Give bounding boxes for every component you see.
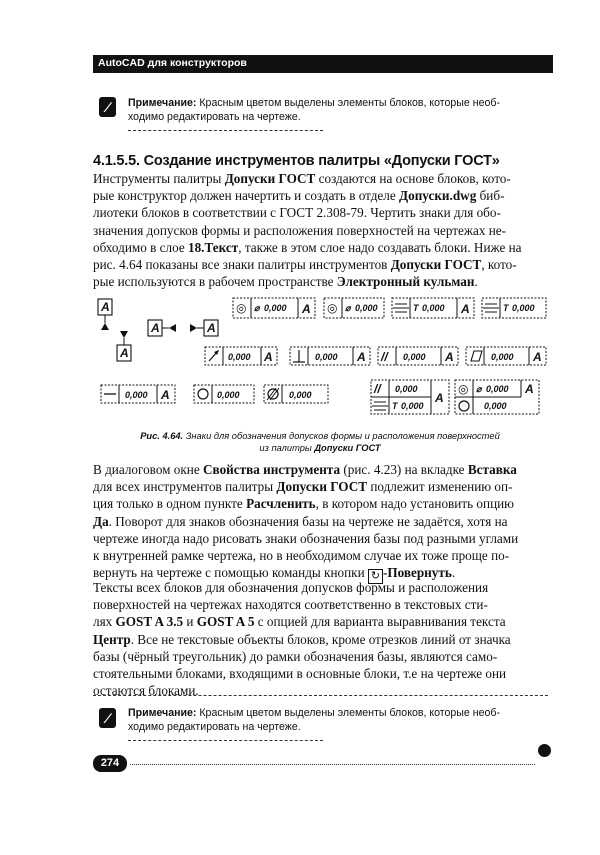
section-title: 4.1.5.5. Создание инструментов палитры «Допуски ГОСТ» (93, 153, 500, 169)
tolerance-frame-symmetry-t-datum (392, 298, 474, 318)
note-top-line1: Красным цветом выделены элементы блоков, которые необ- (196, 97, 500, 109)
p2-line: для всех инструментов палитры Допуски ГОСТ подлежит изменению оп- (93, 479, 513, 495)
caption-line2: из палитры (259, 443, 315, 453)
datum-letter: A (525, 382, 534, 396)
note-pen-icon: ∕ (99, 708, 116, 728)
datum-letter: A (302, 302, 311, 316)
tolerance-frame-coaxiality-roundness-stack-datum (455, 380, 539, 414)
p2-line: Да. Поворот для знаков обозначения базы на чертеже не задаётся, хотя на (93, 513, 508, 529)
p2-line: чертеже иногда надо рисовать знаки обозначения базы под разными углами (93, 530, 519, 546)
parallel-icon: // (381, 350, 388, 364)
tolerance-value: 0,000 (228, 352, 251, 362)
tolerance-value: 0,000 (355, 303, 378, 313)
rotate-button-icon: ↻ (368, 569, 383, 584)
note-top-divider (128, 130, 323, 131)
tolerance-value: 0,000 (403, 352, 426, 362)
datum-base-right (148, 320, 176, 336)
tolerance-frame-flatness-datum (466, 347, 546, 365)
p3-line: стоятельными блоками, входящими в основные блоки, т.е на чертеже они (93, 666, 507, 682)
datum-letter: A (533, 350, 542, 364)
p2-line: ция только в одном пункте Расчленить, в котором надо установить опцию (93, 496, 515, 512)
t-prefix: T (503, 303, 509, 313)
tolerance-value: 0,000 (512, 303, 535, 313)
t-prefix: T (413, 303, 419, 313)
datum-letter: A (207, 321, 216, 335)
note-bottom (128, 706, 548, 734)
datum-letter: A (435, 391, 444, 405)
datum-triangle-icon (120, 331, 128, 338)
diameter-icon: ⌀ (476, 384, 482, 394)
note-top-label: Примечание: (128, 97, 197, 109)
datum-triangle-icon (101, 323, 109, 330)
footer-dotted-rule (130, 764, 535, 765)
coaxiality-icon: ◎ (327, 301, 338, 315)
tolerance-value: 0,000 (125, 390, 148, 400)
tolerance-frame-runout-datum (205, 347, 277, 365)
p3-line: лях GOST A 3.5 и GOST A 5 с опцией для варианта выравнивания текста (93, 614, 506, 630)
tolerance-frame-symmetry-t (482, 298, 546, 318)
datum-letter: A (264, 350, 273, 364)
p2-line: вернуть на чертеже с помощью команды кнопки ↻ -Повернуть. (93, 565, 456, 583)
datum-letter: A (357, 350, 366, 364)
caption-text: Знаки для обозначения допусков формы и расположения поверхностей (183, 431, 500, 441)
tolerance-value: 0,000 (264, 303, 287, 313)
note-bottom-line2: ходимо редактировать на чертеже. (128, 721, 301, 733)
tolerance-frame-parallel-t-stack-datum (371, 380, 449, 414)
p1-line: лиотеки блоков в соответствии с ГОСТ 2.308-79. Чертить знаки для обо- (93, 205, 501, 221)
diameter-icon: ⌀ (254, 303, 260, 313)
datum-base-down (117, 331, 131, 361)
note-bottom-label: Примечание: (128, 707, 197, 719)
tolerance-value: 0,000 (484, 401, 507, 411)
running-header-title: AutoCAD для конструкторов (98, 57, 247, 69)
note-bottom-line1: Красным цветом выделены элементы блоков, которые необ- (196, 707, 500, 719)
tolerance-value: 0,000 (315, 352, 338, 362)
tolerance-value: 0,000 (491, 352, 514, 362)
paragraph-2 (93, 461, 546, 584)
datum-letter: A (161, 388, 170, 402)
p1-line: обходимо в слое 18.Текст, также в этом слое надо создавать блоки. Ниже на (93, 239, 522, 255)
tolerance-value: 0,000 (289, 390, 312, 400)
p3-line: поверхностей на чертежах находятся соответственно в текстовых сти- (93, 597, 488, 613)
tolerance-frame-roundness (194, 385, 254, 403)
tolerance-frame-coaxiality (324, 298, 384, 318)
datum-letter: A (101, 300, 110, 314)
datum-letter: A (151, 321, 160, 335)
tolerance-frame-coaxiality-datum (233, 298, 315, 318)
p1-line: рые конструктор должен начертить и создать в отделе Допуски.dwg биб- (93, 188, 505, 204)
tolerance-frame-parallel-datum (378, 347, 458, 365)
tolerance-symbols-figure (93, 292, 553, 422)
p3-line: базы (чёрный треугольник) до рамки обозначения базы, являются само- (93, 648, 498, 664)
coaxiality-icon: ◎ (458, 382, 469, 396)
p1-line: рис. 4.64 показаны все знаки палитры инструментов Допуски ГОСТ, кото- (93, 257, 517, 273)
p3-line: остаются блоками. (93, 683, 199, 699)
datum-letter: A (120, 346, 129, 360)
paragraph-1 (93, 170, 546, 290)
p1-line: Инструменты палитры Допуски ГОСТ создаются на основе блоков, кото- (93, 171, 511, 186)
note-top-line2: ходимо редактировать на чертеже. (128, 111, 301, 123)
p2-line: В диалоговом окне Свойства инструмента (рис. 4.23) на вкладке Вставка (93, 462, 517, 477)
footer-dot (538, 744, 551, 757)
datum-base-vertical (98, 299, 112, 330)
datum-base-left (190, 320, 218, 336)
note-top (128, 96, 548, 124)
caption-line2-bold: Допуски ГОСТ (314, 443, 381, 453)
page-number: 274 (93, 755, 127, 772)
caption-prefix: Рис. 4.64. (140, 431, 184, 441)
parallel-icon: // (374, 382, 381, 396)
note-bottom-divider (128, 740, 323, 741)
t-prefix: T (392, 401, 398, 411)
tolerance-value: 0,000 (422, 303, 445, 313)
note-bottom-top-divider (93, 695, 548, 696)
coaxiality-icon: ◎ (236, 301, 247, 315)
tolerance-frame-perpendicular-datum (290, 347, 370, 365)
figure-caption (110, 430, 530, 454)
datum-triangle-icon (190, 324, 197, 332)
paragraph-3 (93, 579, 546, 699)
p1-line: рые используются в рабочем пространстве Электронный кульман. (93, 274, 478, 290)
tolerance-value: 0,000 (217, 390, 240, 400)
note-pen-icon: ∕ (99, 97, 116, 117)
p3-line: Центр. Все не текстовые объекты блоков, кроме отрезков линий от значка (93, 631, 511, 647)
p3-line: Тексты всех блоков для обозначения допусков формы и расположения (93, 580, 489, 595)
datum-letter: A (445, 350, 454, 364)
datum-triangle-icon (169, 324, 176, 332)
datum-letter: A (461, 302, 470, 316)
diameter-icon: ⌀ (345, 303, 351, 313)
tolerance-value: 0,000 (395, 384, 418, 394)
tolerance-value: 0,000 (486, 384, 509, 394)
p1-line: значения допусков формы и расположения поверхностей на чертежах не- (93, 222, 507, 238)
tolerance-frame-cylindricity (264, 385, 328, 403)
tolerance-frame-straightness-datum (101, 385, 175, 403)
p2-line: к внутренней рамке чертежа, но в необходимом случае их тоже проще по- (93, 548, 510, 564)
tolerance-value: 0,000 (401, 401, 424, 411)
